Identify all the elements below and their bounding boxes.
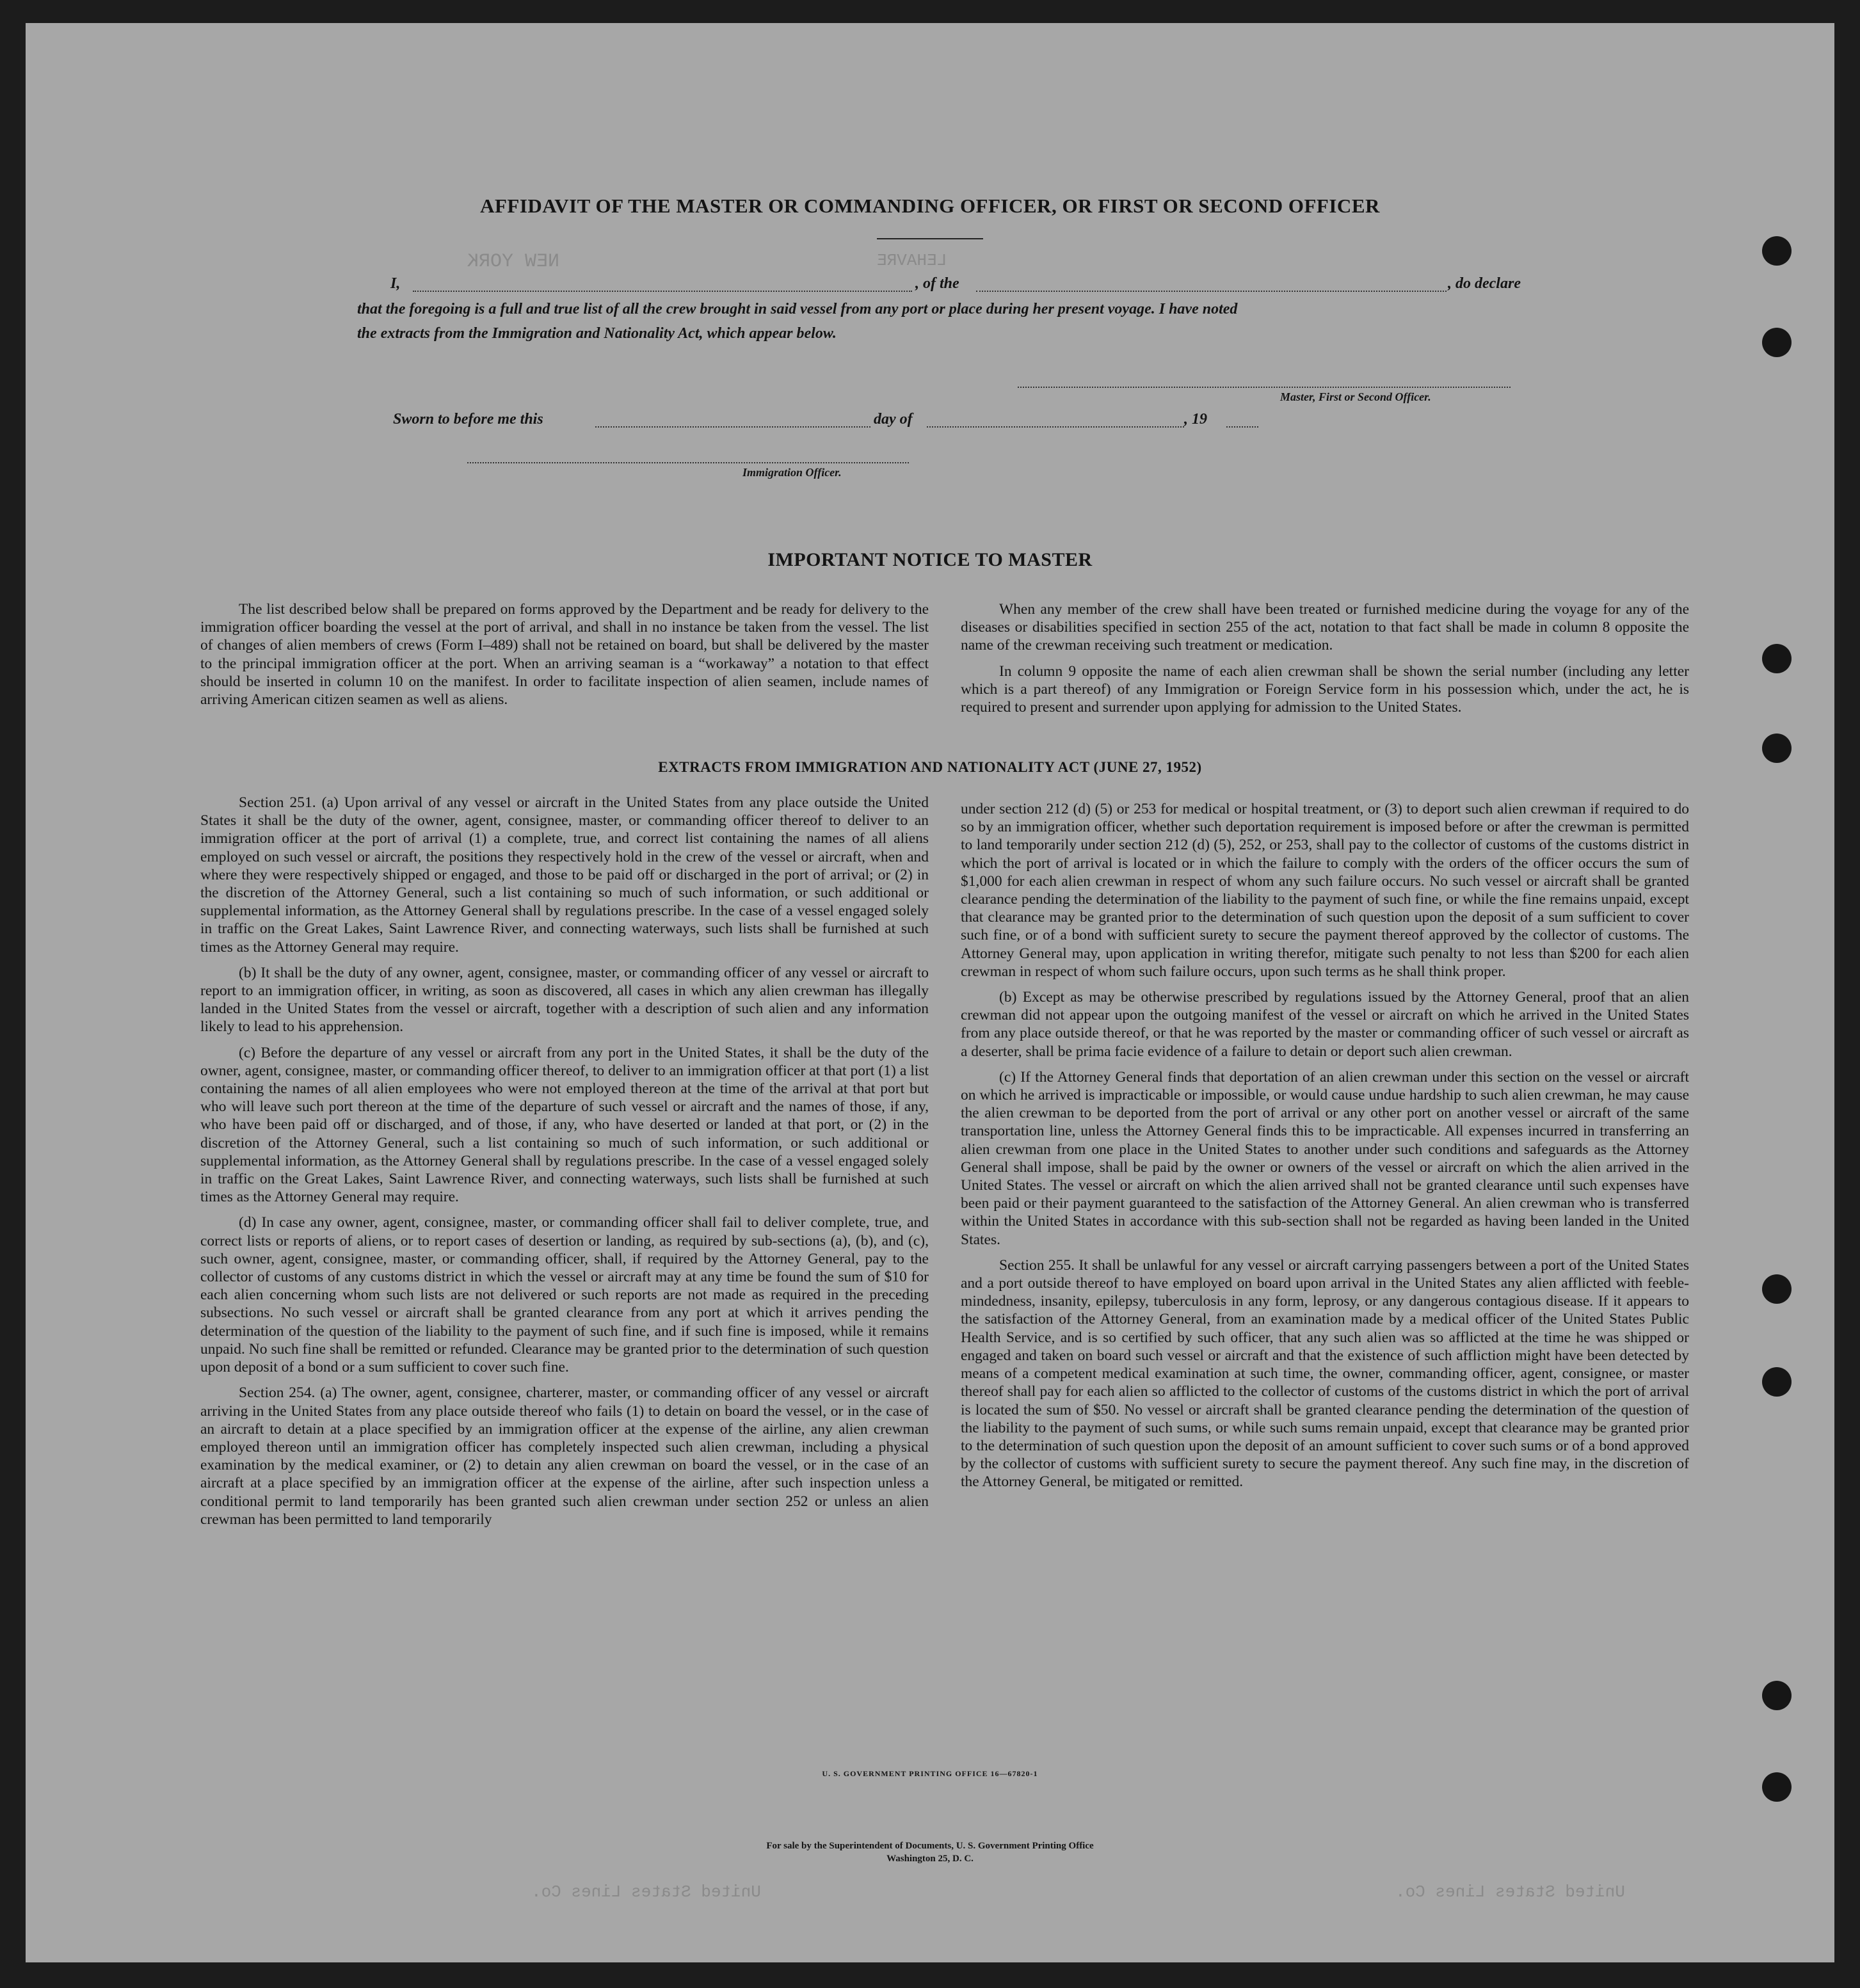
punch-hole (1762, 328, 1792, 357)
punch-hole (1762, 236, 1792, 266)
punch-hole (1762, 1367, 1792, 1397)
document-page (26, 23, 1834, 1962)
sale-line-2: Washington 25, D. C. (886, 1854, 974, 1864)
affidavit-i: I, (390, 275, 401, 292)
signature-blank (1018, 387, 1511, 388)
section-254a-cont: under section 212 (d) (5) or 253 for medical or hospital treatment, or (3) to deport such alien crewman if required to do so by an immigration officer, whether such deportation requirement is imposed before or after the crewman is permitted to land temporarily under section 212 (d) (5), 252, or 253, shall pay to the collector of customs of the customs district in which the port of arrival is located or in which the failure to comply with the orders of the officer occurs the sum of $1,000 for each alien crewman in respect of whom any such failure occurs. No such vessel or aircraft shall be granted clearance pending the determination of the liability to the payment of such fine, or while the fine remains unpaid, except that clearance may be granted prior to the determination of such question upon the deposit of a sum sufficient to cover such fine, or of a bond with sufficient surety to secure the payment thereof approved by the collector of customs. The Attorney General may, upon application in writing therefor, mitigate such penalty to not less than $200 for each alien crewman in respect of whom such failure occurs, upon such terms as he shall think proper. (961, 801, 1689, 980)
affidavit-statement: that the foregoing is a full and true list of all the crew brought in said vessel from any port or place during her present voyage. I have noted (357, 301, 1238, 317)
affidavit-title: AFFIDAVIT OF THE MASTER OR COMMANDING OFFICER, OR FIRST OR SECOND OFFICER (480, 195, 1380, 217)
notice-left-column (200, 600, 929, 709)
bleed-through-lines-2: United States Lines Co. (1395, 1882, 1625, 1902)
bleed-through-new-york: NEW YORK (467, 251, 560, 273)
notice-right-paragraph-2: In column 9 opposite the name of each alien crewman shall be shown the serial number (including any letter which is a part thereof) of any Immigration or Foreign Service form in his possession which, under the act, he is required to present and surrender upon applying for admission to the United States. (961, 662, 1689, 716)
affidavit-of-the: , of the (915, 275, 959, 292)
sworn-text: Sworn to before me this (393, 411, 543, 428)
bleed-through-lines-1: United States Lines Co. (531, 1882, 761, 1902)
extracts-right-column (961, 800, 1689, 1491)
affidavit-statement-cont: the extracts from the Immigration and Nationality Act, which appear below. (357, 325, 837, 342)
section-251c: (c) Before the departure of any vessel or aircraft from any port in the United States, it shall be the duty of the owner, agent, consignee, master, or commanding officer thereof, to deliver to an immigration officer at that port (1) a list containing the names of all alien employees who were not employed thereon at the time of the arrival at that port but who will leave such port thereon at the time of the departure of such vessel or aircraft and the names of those, if any, who have been paid off or discharged, and of those, if any, who have deserted or landed at that port, or (2) in the discretion of the Attorney General, such a list containing so much of such information, or such additional or supplemental information, as the Attorney General shall by regulations prescribe. In the case of a vessel engaged solely in traffic on the Great Lakes, Saint Lawrence River, and connecting waterways, such lists shall be furnished at such times as the Attorney General may require. (200, 1044, 929, 1206)
section-251d: (d) In case any owner, agent, consignee, master, or commanding officer shall fail to deliver complete, true, and correct lists or reports of aliens, or to report cases of desertion or landing, as required by sub-sections (a), (b), and (c), such owner, agent, consignee, master, or commanding officer, shall, if required by the Attorney General, pay to the collector of customs of any customs district in which the vessel or aircraft may at any time be found the sum of $10 for each alien concerning whom such lists are not delivered or such reports are not made as required in the preceding subsections. No such vessel or aircraft shall be granted clearance from any port at which it arrives pending the determination of the question of the liability to the payment of such fine, and if such fine is imposed, while it remains unpaid. No such fine shall be remitted or refunded. Clearance may be granted prior to the determination of such question upon deposit of a bond or a sum sufficient to cover such fine. (200, 1214, 929, 1376)
year-prefix: , 19 (1184, 411, 1207, 428)
section-255: Section 255. It shall be unlawful for any vessel or aircraft carrying passengers between a port of the United States and a port outside thereof to have employed on board upon arrival in the United States any alien afflicted with feeble-mindedness, insanity, epilepsy, tuberculosis in any form, leprosy, or any dangerous contagious disease. If it appears to the satisfaction of the Attorney General, from an examination made by a medical officer of the United States Public Health Service, and is so certified by such officer, that any such alien was so afflicted at the time he was shipped or engaged and taken on board such vessel or aircraft and that the existence of such affliction might have been detected by means of a competent medical examination at such time, the owner, commanding officer, agent, consignee, or master thereof shall pay for each alien so afflicted to the collector of customs of the customs district in which the port of arrival is located the sum of $50. No vessel or aircraft shall be granted clearance pending the determination of the question of the liability to the payment of such sums, or while such sums remain unpaid, except that clearance may be granted prior to the determination of such question upon the deposit of an amount sufficient to cover such sums or of a bond approved by the collector of customs with sufficient surety to secure the payment thereof. Any such fine may, in the discretion of the Attorney General, be mitigated or remitted. (961, 1256, 1689, 1491)
notice-left-paragraph: The list described below shall be prepared on forms approved by the Department and be ready for delivery to the immigration officer boarding the vessel at the port of arrival, and shall in no instance be taken from the vessel. The list of changes of alien members of crews (Form I–489) shall not be retained on board, but shall be delivered by the master to the principal immigration officer at the port. When an arriving seaman is a “workaway” a notation to that effect should be inserted in column 10 on the manifest. In order to facilitate inspection of alien seamen, include names of arriving American citizen seamen as well as aliens. (200, 601, 929, 709)
officer-caption: Immigration Officer. (742, 466, 842, 479)
section-254c: (c) If the Attorney General finds that deportation of an alien crewman under this section on the vessel or aircraft on which he arrived is impracticable or impossible, or would cause undue hardship to such alien crewman, he may cause the alien crewman to be deported from the port of arrival or any other port on another vessel or aircraft of the same transportation line, unless the Attorney General finds this to be impracticable. All expenses incurred in transferring an alien crewman from one place in the United States to another under such conditions and safeguards as the Attorney General shall impose, shall be paid by the owner or owners of the vessel or aircraft on which the alien arrived in the United States. The vessel or aircraft on which the alien arrived shall not be granted clearance until such expenses have been paid or their payment guaranteed to the satisfaction of the Attorney General. An alien crewman who is transferred within the United States in accordance with this sub-section shall not be regarded as having been landed in the United States. (961, 1068, 1689, 1248)
month-blank (927, 426, 1184, 428)
section-251b: (b) It shall be the duty of any owner, agent, consignee, master, or commanding officer of any vessel or aircraft to report to an immigration officer, in writing, as soon as discovered, all cases in which any alien crewman has illegally landed in the United States from the vessel or aircraft, together with a description of such alien and any information likely to lead to his apprehension. (200, 964, 929, 1036)
affidavit-title-rule (877, 238, 983, 239)
sale-line-1: For sale by the Superintendent of Documents, U. S. Government Printing Office (766, 1841, 1094, 1851)
punch-hole (1762, 1274, 1792, 1304)
bleed-through-lehavre: LEHAVRE (877, 251, 947, 270)
affidavit-do-declare: , do declare (1448, 275, 1521, 292)
section-254b: (b) Except as may be otherwise prescribed by regulations issued by the Attorney General, proof that an alien crewman did not appear upon the outgoing manifest of the vessel or aircraft on which he arrived in the United States from any place outside thereof, or that he was reported by the master or commanding officer of such vessel or aircraft as a deserter, shall be prima facie evidence of a failure to detain or deport such alien crewman. (961, 989, 1689, 1060)
section-254a: Section 254. (a) The owner, agent, consignee, charterer, master, or commanding officer of any vessel or aircraft arriving in the United States from any place outside thereof who fails (1) to detain on board the vessel, or in the case of an aircraft to detain at a place specified by an immigration officer at the expense of the airline, any alien crewman employed thereon until an immigration officer has completely inspected such alien crewman, including a physical examination by the medical examiner, or (2) to detain any alien crewman on board the vessel, or in the case of an aircraft at a place specified by an immigration officer at the expense of the airline, after such inspection unless a conditional permit to land temporarily has been granted such alien crewman under section 252 or unless an alien crewman has been permitted to land temporarily (200, 1384, 929, 1528)
name-blank (413, 291, 912, 292)
notice-right-paragraph-1: When any member of the crew shall have been treated or furnished medicine during the voyage for any of the diseases or disabilities specified in section 255 of the act, notation to that fact shall be made in column 8 opposite the name of the crewman receiving such treatment or medication. (961, 601, 1689, 654)
vessel-blank (976, 291, 1447, 292)
day-of: day of (874, 411, 913, 428)
signature-caption: Master, First or Second Officer. (1280, 390, 1431, 403)
punch-hole (1762, 644, 1792, 673)
punch-hole (1762, 1681, 1792, 1710)
section-251a: Section 251. (a) Upon arrival of any vessel or aircraft in the United States from any place outside the United States it shall be the duty of the owner, agent, consignee, master, or commanding officer thereof to deliver to an immigration officer at the port of arrival (1) a complete, true, and correct list containing the names of all aliens employed on such vessel or aircraft, the positions they respectively hold in the crew of the vessel or aircraft, when and where they were respectively shipped or engaged, and those to be paid off or discharged in the port of arrival; or (2) in the discretion of the Attorney General, such a list containing so much of such information, or such additional or supplemental information, as the Attorney General shall by regulations prescribe. In the case of a vessel engaged solely in traffic on the Great Lakes, Saint Lawrence River, and connecting waterways, such lists shall be furnished at such times as the Attorney General may require. (200, 794, 929, 956)
notice-right-column (961, 600, 1689, 716)
officer-signature-blank (467, 462, 909, 463)
extracts-left-column (200, 794, 929, 1528)
extracts-title: EXTRACTS FROM IMMIGRATION AND NATIONALITY ACT (JUNE 27, 1952) (658, 759, 1202, 775)
sworn-day-blank (595, 426, 870, 428)
notice-title: IMPORTANT NOTICE TO MASTER (767, 549, 1093, 570)
year-blank (1226, 426, 1258, 428)
printing-office-line: U. S. GOVERNMENT PRINTING OFFICE 16—67820-1 (822, 1769, 1038, 1778)
